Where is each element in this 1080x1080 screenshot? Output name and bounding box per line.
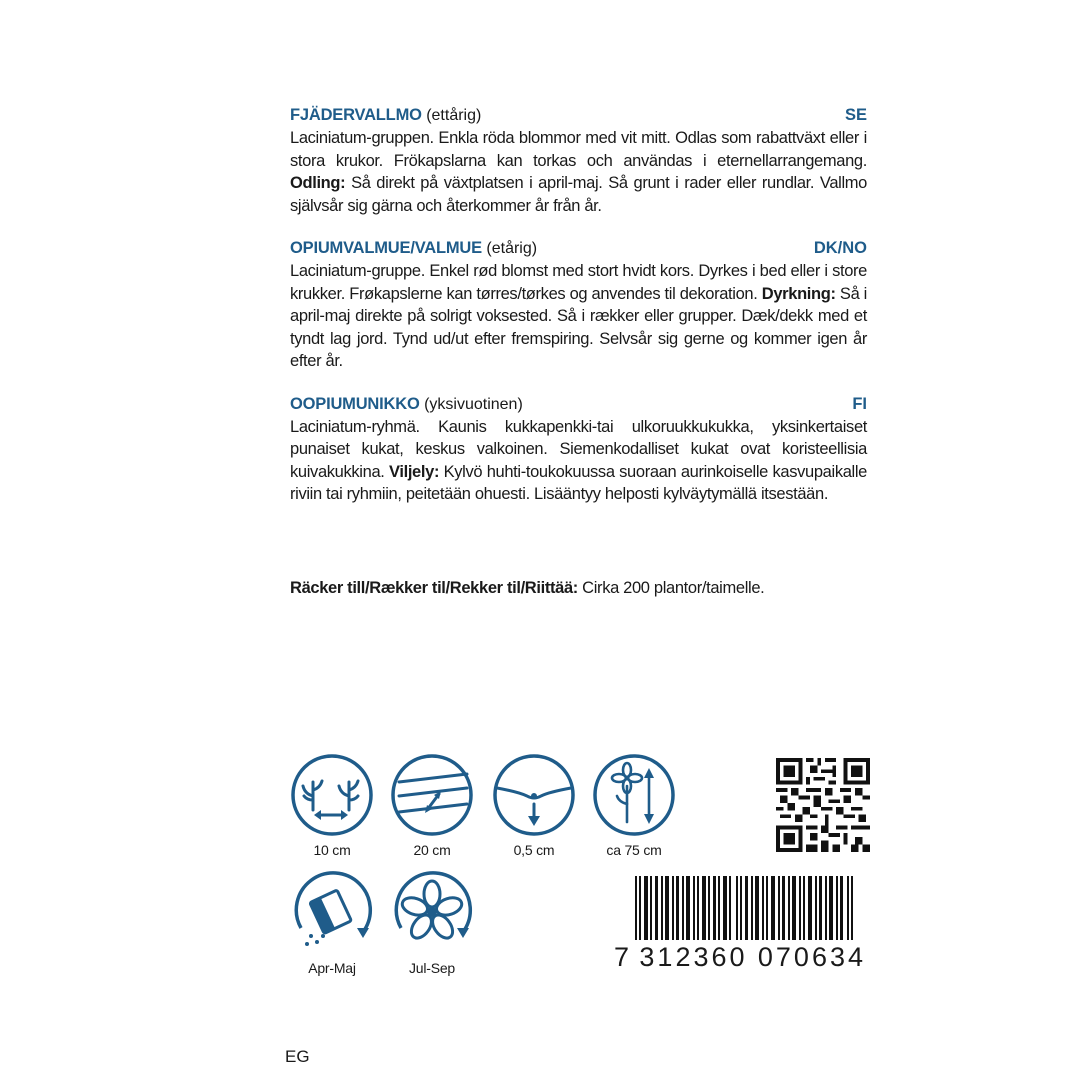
icon-label: Jul-Sep — [408, 960, 456, 976]
section-text: Så direkt på växtplatsen i april-maj. Så grunt i rader eller rundlar. Vallmo självsår sig gärna och återkommer år från år. — [290, 174, 868, 215]
plant-spacing-icon — [287, 752, 377, 838]
section-subtitle: (ettårig) — [426, 107, 482, 124]
section-title: FJÄDERVALLMO — [290, 106, 422, 124]
icon-label: ca 75 cm — [606, 842, 662, 858]
section-title: OOPIUMUNIKKO — [290, 394, 420, 413]
flowering-time-icon — [387, 870, 477, 956]
cultivation-label: Odling: — [290, 174, 346, 192]
section-body — [290, 416, 867, 506]
language-code: SE — [844, 106, 867, 124]
row-spacing-icon — [387, 752, 477, 838]
yield-label: Räcker till/Rækker til/Rekker til/Riittää: — [290, 579, 578, 597]
yield-value: Cirka 200 plantor/taimelle. — [582, 579, 765, 597]
sowing-time-icon — [287, 870, 377, 956]
sowing-time — [287, 870, 377, 976]
cultivation-label: Dyrkning: — [761, 284, 836, 303]
section-text: Laciniatum-gruppen. Enkla röda blommor med vit mitt. Odlas som rabattväxt eller i stora krukor. Frökapslarna kan torkas och användas i eternellarrangemang. — [290, 129, 867, 170]
section-text: Så i april-maj direkte på solrigt voksested. Så i rækker eller grupper. Dæk/dekk med et tyndt lag jord. Tynd ud/ut efter fremspiring. Selvsår sig gerne og kommer igen år efter år. — [290, 284, 867, 370]
section-dk-no — [290, 237, 867, 373]
flowering-time — [387, 870, 477, 976]
sowing-depth-icon — [489, 752, 579, 838]
section-text: Laciniatum-gruppe. Enkel rød blomst med stort hvidt kors. Dyrkes i bed eller i store krukker. Frøkapslerne kan tørres/tørkes og anvendes til dekoration. — [290, 262, 867, 303]
icon-label: 20 cm — [413, 842, 451, 858]
section-heading — [290, 393, 867, 416]
barcode-number — [614, 940, 866, 974]
section-fi — [290, 393, 867, 506]
barcode-digit-group: 7 — [614, 942, 630, 972]
section-text: Laciniatum-ryhmä. Kaunis kukkapenkki-tai ulkoruukkukukka, yksinkertaiset punaiset kukat, keskus valkoinen. Siemenkodalliset kukat ovat koristeellisia kuivakukkina. — [290, 417, 867, 481]
row-spacing — [387, 752, 477, 858]
sowing-depth — [489, 752, 579, 858]
description-sections — [290, 104, 867, 526]
cultivation-label: Viljely: — [389, 462, 440, 481]
plant-height — [589, 752, 679, 858]
section-heading — [290, 104, 867, 127]
icon-label: 0,5 cm — [513, 842, 555, 858]
section-text: Kylvö huhti-toukokuussa suoraan aurinkoiselle kasvupaikalle riviin tai ryhmiin, peitetään ohuesti. Lisääntyy helposti kylväytymällä itsestään. — [290, 462, 867, 503]
barcode-digit-group: 070634 — [757, 942, 866, 972]
section-title: OPIUMVALMUE/VALMUE — [290, 239, 482, 257]
language-code: FI — [852, 394, 867, 413]
language-code: DK/NO — [813, 239, 867, 257]
section-subtitle: (etårig) — [486, 240, 538, 257]
plant-height-icon — [589, 752, 679, 838]
section-subtitle: (yksivuotinen) — [424, 395, 523, 413]
section-body — [290, 127, 867, 217]
footer-code: EG — [285, 1047, 310, 1066]
plant-spacing — [287, 752, 377, 858]
qr-code — [776, 758, 870, 852]
section-body — [290, 260, 867, 373]
yield-info — [290, 577, 764, 599]
barcode-digit-group: 312360 — [639, 942, 748, 972]
section-heading — [290, 237, 867, 260]
icon-label: 10 cm — [313, 842, 351, 858]
section-se — [290, 104, 867, 217]
icon-label: Apr-Maj — [308, 960, 356, 976]
